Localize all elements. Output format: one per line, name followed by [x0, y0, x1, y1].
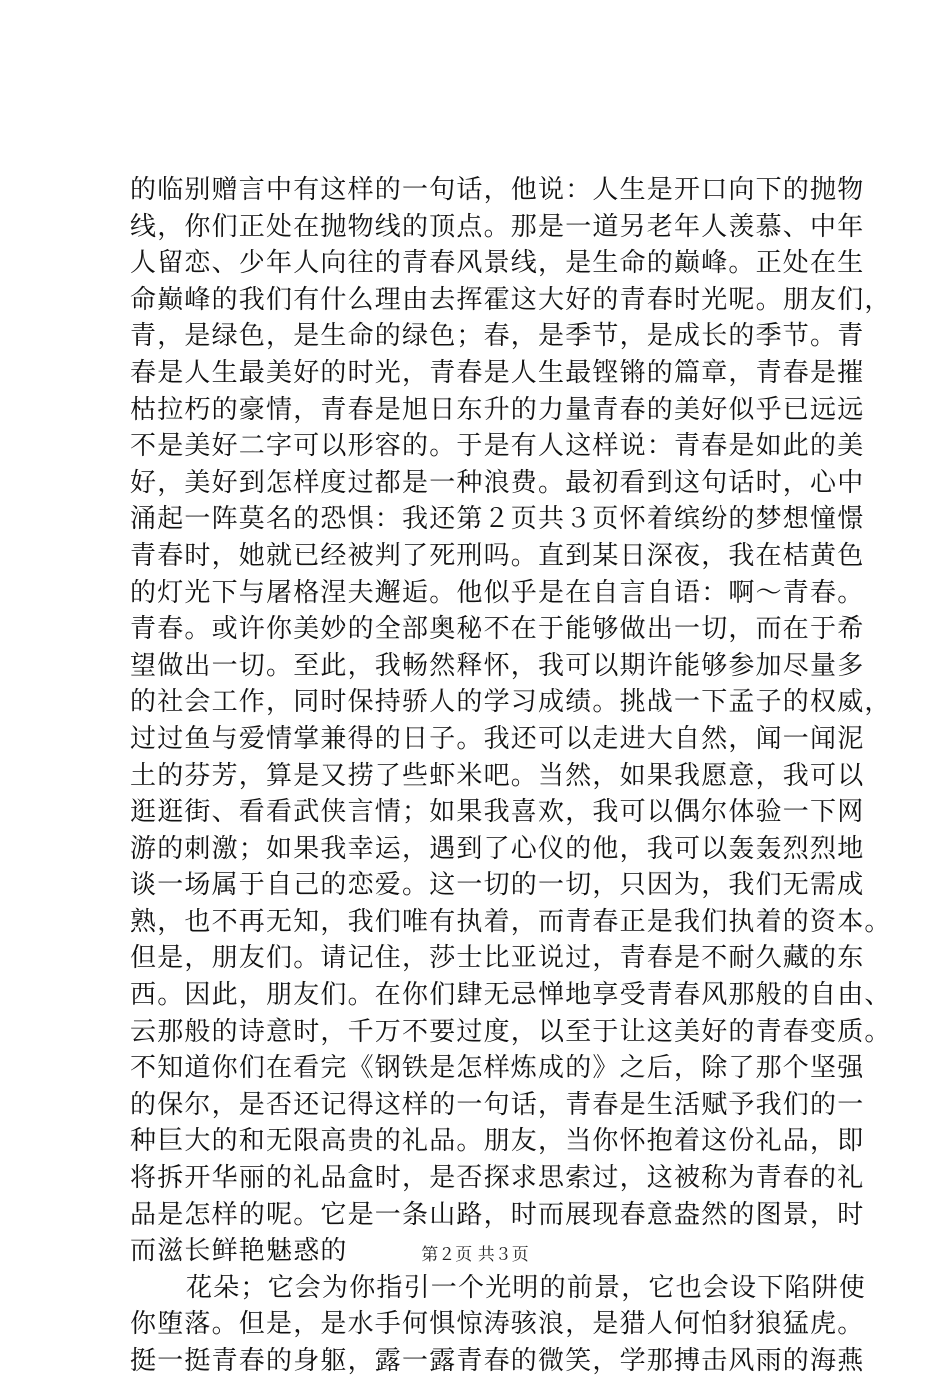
- text-line: 挺一挺青春的身躯，露一露青春的微笑，学那搏击风雨的海燕: [130, 1346, 865, 1376]
- text-line: 熟，也不再无知，我们唯有执着，而青春正是我们执着的资本。: [130, 906, 892, 937]
- text-line: 的保尔，是否还记得这样的一句话，青春是生活赋予我们的一: [130, 1089, 865, 1120]
- text-line: 望做出一切。至此，我畅然释怀，我可以期许能够参加尽量多: [130, 650, 865, 681]
- text-line: 命巅峰的我们有什么理由去挥霍这大好的青春时光呢。朋友们，: [130, 284, 892, 315]
- text-line: 的社会工作，同时保持骄人的学习成绩。挑战一下孟子的权威，: [130, 687, 892, 718]
- text-line: 人留恋、少年人向往的青春风景线，是生命的巅峰。正处在生: [130, 248, 865, 279]
- text-line: 不知道你们在看完《钢铁是怎样炼成的》之后，除了那个坚强: [130, 1053, 865, 1084]
- text-line: 谈一场属于自己的恋爱。这一切的一切，只因为，我们无需成: [130, 870, 865, 901]
- text-line: 的灯光下与屠格涅夫邂逅。他似乎是在自言自语：啊～青春。: [130, 577, 865, 608]
- text-line: 枯拉朽的豪情，青春是旭日东升的力量青春的美好似乎已远远: [130, 394, 865, 425]
- text-line: 而滋长鲜艳魅惑的: [130, 1236, 348, 1267]
- text-line: 不是美好二字可以形容的。于是有人这样说：青春是如此的美: [130, 431, 865, 462]
- text-line: 但是，朋友们。请记住，莎士比亚说过，青春是不耐久藏的东: [130, 943, 865, 974]
- text-line: 青春。或许你美妙的全部奥秘不在于能够做出一切，而在于希: [130, 614, 865, 645]
- text-line: 过过鱼与爱情掌兼得的日子。我还可以走进大自然，闻一闻泥: [130, 723, 865, 754]
- text-line: 将拆开华丽的礼品盒时，是否探求思索过，这被称为青春的礼: [130, 1163, 865, 1194]
- text-line: 青春时，她就已经被判了死刑吗。直到某日深夜，我在桔黄色: [130, 540, 865, 571]
- page-footer: 第２页 共３页: [421, 1245, 529, 1265]
- text-line: 好，美好到怎样度过都是一种浪费。最初看到这句话时，心中: [130, 467, 865, 498]
- text-line: 土的芬芳，算是又捞了些虾米吧。当然，如果我愿意，我可以: [130, 760, 865, 791]
- text-line-indented: 花朵；它会为你指引一个光明的前景，它也会设下陷阱使: [186, 1272, 867, 1303]
- text-line: 逛逛街、看看武侠言情；如果我喜欢，我可以偶尔体验一下网: [130, 797, 865, 828]
- text-line: 的临别赠言中有这样的一句话，他说：人生是开口向下的抛物: [130, 175, 865, 205]
- text-line: 线，你们正处在抛物线的顶点。那是一道另老年人羡慕、中年: [130, 211, 865, 242]
- text-line: 涌起一阵莫名的恐惧：我还第２页共３页怀着缤纷的梦想憧憬: [130, 504, 865, 535]
- text-line: 春是人生最美好的时光，青春是人生最铿锵的篇章，青春是摧: [130, 357, 865, 388]
- text-line: 品是怎样的呢。它是一条山路，时而展现春意盎然的图景，时: [130, 1199, 865, 1230]
- text-line: 游的刺激；如果我幸运，遇到了心仪的他，我可以轰轰烈烈地: [130, 833, 865, 864]
- text-line: 你堕落。但是，是水手何惧惊涛骇浪，是猎人何怕豺狼猛虎。: [130, 1309, 865, 1340]
- text-line: 云那般的诗意时，千万不要过度，以至于让这美好的青春变质。: [130, 1016, 892, 1047]
- body-text: [130, 172, 892, 1380]
- text-line: 青，是绿色，是生命的绿色；春，是季节，是成长的季节。青: [130, 321, 865, 352]
- text-line: 种巨大的和无限高贵的礼品。朋友，当你怀抱着这份礼品，即: [130, 1126, 865, 1157]
- text-line: 西。因此，朋友们。在你们肆无忌惮地享受青春风那般的自由、: [130, 980, 892, 1011]
